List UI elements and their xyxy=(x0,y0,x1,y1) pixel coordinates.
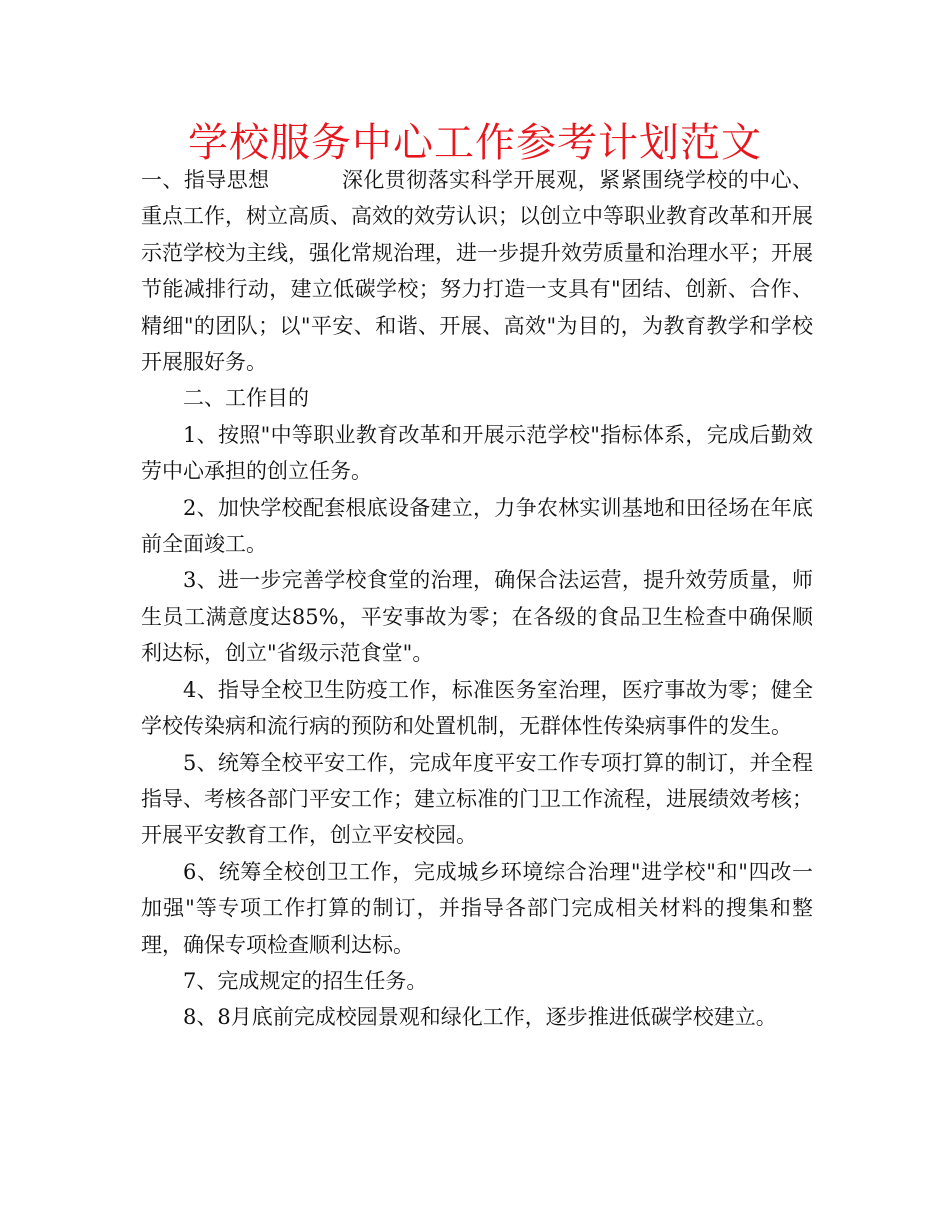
goal-item-6: 6、统筹全校创卫工作，完成城乡环境综合治理"进学校"和"四改一加强"等专项工作打算的制订，并指导各部门完成相关材料的搜集和整理，确保专项检查顺利达标。 xyxy=(141,859,813,957)
document-title: 学校服务中心工作参考计划范文 xyxy=(188,120,762,166)
goal-item-2: 2、加快学校配套根底设备建立，力争农林实训基地和田径场在年底前全面竣工。 xyxy=(141,495,813,557)
document-body xyxy=(141,162,813,1036)
goal-item-3: 3、进一步完善学校食堂的治理，确保合法运营，提升效劳质量，师生员工满意度达85%，平安事故为零；在各级的食品卫生检查中确保顺利达标，创立"省级示范食堂"。 xyxy=(141,568,813,666)
section-1-heading: 一、指导思想 xyxy=(141,168,270,192)
section-1-text: 深化贯彻落实科学开展观，紧紧围绕学校的中心、重点工作，树立高质、高效的效劳认识；以创立中等职业教育改革和开展示范学校为主线，强化常规治理，进一步提升效劳质量和治理水平；开展节能减排行动，建立低碳学校；努力打造一支具有"团结、创新、合作、精细"的团队；以"平安、和谐、开展、高效"为目的，为教育教学和学校开展服好务。 xyxy=(141,168,814,375)
goal-item-4: 4、指导全校卫生防疫工作，标准医务室治理，医疗事故为零；健全学校传染病和流行病的预防和处置机制，无群体性传染病事件的发生。 xyxy=(141,677,813,739)
goal-item-8: 8、8月底前完成校园景观和绿化工作，逐步推进低碳学校建立。 xyxy=(183,1005,777,1030)
goal-item-5: 5、统筹全校平安工作，完成年度平安工作专项打算的制订，并全程指导、考核各部门平安工作；建立标准的门卫工作流程，进展绩效考核；开展平安教育工作，创立平安校园。 xyxy=(141,750,813,848)
goal-item-1: 1、按照"中等职业教育改革和开展示范学校"指标体系，完成后勤效劳中心承担的创立任务。 xyxy=(141,422,813,484)
section-2-heading: 二、工作目的 xyxy=(183,386,309,411)
section-1-paragraph xyxy=(141,162,813,380)
goal-item-7: 7、完成规定的招生任务。 xyxy=(183,968,428,993)
